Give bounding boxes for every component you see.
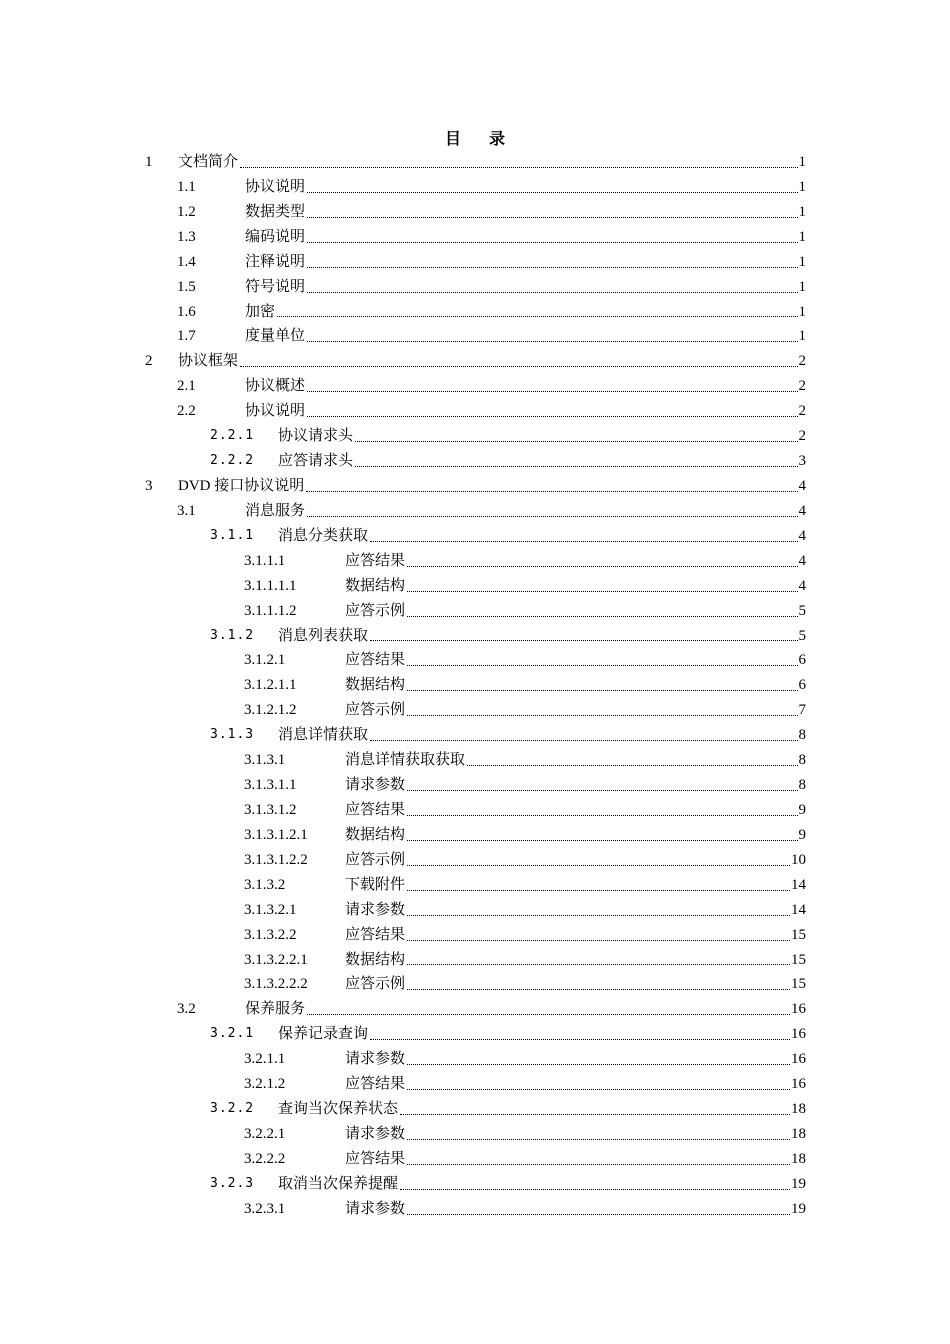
toc-entry-page: 16 [791,1051,806,1068]
dot-leader [407,1138,790,1140]
toc-entry-number: 3 [145,477,153,494]
toc-entry-page: 4 [798,502,806,519]
toc-entry[interactable] [0,275,950,300]
toc-entry[interactable] [0,848,950,873]
toc-entry[interactable] [0,449,950,474]
toc-entry-number: 3.2.2.1 [244,1125,286,1142]
toc-entry-page: 4 [798,577,806,594]
toc-entry-title: 协议框架 [178,353,239,370]
dot-leader [307,291,797,293]
toc-entry-title: 数据类型 [245,203,306,220]
toc-entry[interactable] [0,773,950,798]
toc-entry-page: 5 [798,602,806,619]
toc-entry[interactable] [0,748,950,773]
toc-entry[interactable] [0,798,950,823]
dot-leader [407,889,790,891]
toc-entry-title: 请求参数 [345,1200,406,1217]
toc-entry-title: 应答示例 [345,602,406,619]
toc-entry[interactable] [0,1047,950,1072]
toc-entry-number: 3.1.3.2 [244,876,286,893]
dot-leader [307,266,797,268]
toc-entry-number: 1.3 [177,228,196,245]
toc-entry[interactable] [0,698,950,723]
toc-entry[interactable] [0,324,950,349]
toc-entry-page: 4 [798,477,806,494]
toc-entry-page: 1 [798,328,806,345]
dot-leader [407,1063,790,1065]
dot-leader [370,639,797,641]
toc-entry-page: 1 [798,203,806,220]
toc-entry-title: 应答结果 [345,552,406,569]
toc-entry-number: 3.1.2 [210,627,255,643]
toc-entry-title: 消息分类获取 [278,527,369,544]
toc-entry-title: 加密 [245,303,276,320]
toc-entry-title: 数据结构 [345,577,406,594]
toc-entry-page: 16 [791,1026,806,1043]
toc-title: 目 录 [444,131,517,148]
toc-entry-number: 3.1.2.1 [244,652,286,669]
toc-entry-page: 14 [791,901,806,918]
dot-leader [370,1038,790,1040]
toc-entry-page: 19 [791,1200,806,1217]
toc-entry-page: 15 [791,976,806,993]
toc-entry-number: 3.1.1 [210,527,255,543]
toc-entry-title: 应答结果 [345,801,406,818]
toc-entry[interactable] [0,349,950,374]
toc-entry-page: 1 [798,154,806,170]
toc-entry-number: 3.1.3.1.2 [244,801,297,818]
dot-leader [407,664,797,666]
dot-leader [407,789,797,791]
toc-entry-title: 协议说明 [245,403,306,420]
toc-entry[interactable] [0,549,950,574]
dot-leader [407,864,790,866]
toc-entry-number: 3.1 [177,502,196,519]
toc-entry-number: 3.1.3.1.2.2 [244,851,308,868]
toc-entry-number: 3.2.2 [210,1101,255,1117]
dot-leader [407,1088,790,1090]
dot-leader [407,839,797,841]
dot-leader [407,565,797,567]
toc-entry-page: 8 [798,752,806,769]
toc-entry-title: 符号说明 [245,278,306,295]
toc-entry-number: 3.1.3.2.2.2 [244,976,308,993]
toc-entry-page: 16 [791,1076,806,1093]
toc-entry-number: 2.2.1 [210,428,255,444]
toc-entry[interactable] [0,524,950,549]
toc-entry[interactable] [0,175,950,200]
toc-entry[interactable] [0,300,950,325]
toc-entry-number: 1.6 [177,303,196,320]
toc-entry-title: 数据结构 [345,951,406,968]
toc-entry-page: 1 [798,278,806,295]
toc-entry-number: 1.2 [177,203,196,220]
toc-entry-page: 18 [791,1125,806,1142]
toc-entry[interactable] [0,1197,950,1222]
toc-entry-number: 1.5 [177,278,196,295]
toc-entry-number: 3.2.3 [210,1175,255,1191]
toc-entry-number: 1.1 [177,178,196,195]
toc-entry-title: 应答结果 [345,926,406,943]
dot-leader [407,939,790,941]
toc-entry-title: 应答结果 [345,652,406,669]
toc-entry[interactable] [0,948,950,973]
toc-entry-title: 协议说明 [245,178,306,195]
toc-entry[interactable] [0,474,950,499]
toc-entry-title: 请求参数 [345,1125,406,1142]
toc-entry-title: 取消当次保养提醒 [278,1175,399,1192]
toc-entry-page: 1 [798,253,806,270]
toc-entry[interactable] [0,1022,950,1047]
dot-leader [407,714,797,716]
toc-entry[interactable] [0,673,950,698]
toc-entry-number: 3.2.3.1 [244,1200,286,1217]
toc-entry-title: 应答结果 [345,1150,406,1167]
toc-entry-page: 14 [791,876,806,893]
toc-entry[interactable] [0,898,950,923]
toc-entry-page: 8 [798,727,806,744]
toc-entry-number: 1.4 [177,253,196,270]
toc-entry-title: 保养记录查询 [278,1026,369,1043]
dot-leader [307,390,797,392]
toc-entry-title: 注释说明 [245,253,306,270]
dot-leader [277,315,797,317]
toc-entry-page: 1 [798,228,806,245]
toc-entry[interactable] [0,1147,950,1172]
toc-entry-page: 15 [791,951,806,968]
toc-entry-title: 编码说明 [245,228,306,245]
toc-entry-number: 1 [145,154,153,170]
dot-leader [307,241,797,243]
toc-entry-title: 下载附件 [345,876,406,893]
toc-entry-title: 消息详情获取获取 [345,752,466,769]
toc-entry-number: 3.1.3.1 [244,752,286,769]
dot-leader [400,1113,790,1115]
dot-leader [370,739,797,741]
toc-entry-title: 保养服务 [245,1001,306,1018]
toc-entry[interactable] [0,250,950,275]
toc-entry-title: 协议请求头 [278,428,354,445]
toc-entry-page: 5 [798,627,806,644]
toc-entry-number: 1.7 [177,328,196,345]
toc-entry[interactable] [0,399,950,424]
toc-entry[interactable] [0,648,950,673]
toc-entry-page: 10 [791,851,806,868]
toc-entry-page: 6 [798,652,806,669]
toc-entry-title: 请求参数 [345,901,406,918]
toc-entry-number: 2.2.2 [210,453,255,469]
dot-leader [240,166,797,168]
toc-entry-number: 3.1.3.2.2.1 [244,951,308,968]
toc-entry[interactable] [0,624,950,649]
toc-entry-title: 消息列表获取 [278,627,369,644]
dot-leader [407,1213,790,1215]
toc-entry-title: 应答结果 [345,1076,406,1093]
dot-leader [407,914,790,916]
toc-entry-title: 协议概述 [245,378,306,395]
toc-entry[interactable] [0,997,950,1022]
dot-leader [407,615,797,617]
toc-entry-page: 9 [798,826,806,843]
toc-entry-page: 8 [798,777,806,794]
toc-entry-page: 2 [798,403,806,420]
toc-entry-title: 请求参数 [345,777,406,794]
toc-entry-number: 3.2.2.2 [244,1150,286,1167]
toc-entry-number: 3.1.3.2.2 [244,926,297,943]
toc-entry-number: 3.2 [177,1001,196,1018]
toc-entry-title: 查询当次保养状态 [278,1101,399,1118]
dot-leader [467,764,797,766]
dot-leader [370,540,797,542]
toc-entry-page: 15 [791,926,806,943]
dot-leader [407,590,797,592]
toc-entry-number: 3.1.2.1.1 [244,677,297,694]
toc-entry[interactable] [0,424,950,449]
toc-entry-page: 1 [798,178,806,195]
toc-entry-title: 文档简介 [178,154,239,170]
toc-entry-page: 4 [798,552,806,569]
toc-entry-title: 应答示例 [345,976,406,993]
toc-entry-title: DVD 接口协议说明 [178,477,305,494]
toc-entry[interactable] [0,923,950,948]
dot-leader [307,515,797,517]
dot-leader [307,191,797,193]
dot-leader [400,1188,790,1190]
table-of-contents [0,150,950,1222]
toc-entry-page: 4 [798,527,806,544]
toc-entry[interactable] [0,200,950,225]
dot-leader [355,465,797,467]
toc-entry[interactable] [0,723,950,748]
toc-entry-number: 3.2.1 [210,1026,255,1042]
toc-entry-number: 2.1 [177,378,196,395]
dot-leader [407,988,790,990]
toc-entry[interactable] [0,1097,950,1122]
toc-entry-page: 19 [791,1175,806,1192]
toc-entry-number: 3.1.3.1.1 [244,777,297,794]
toc-entry-page: 3 [798,453,806,470]
toc-entry-page: 6 [798,677,806,694]
toc-entry-page: 9 [798,801,806,818]
toc-entry[interactable] [0,225,950,250]
toc-entry-page: 7 [798,702,806,719]
toc-entry-title: 应答示例 [345,702,406,719]
toc-entry-page: 18 [791,1101,806,1118]
toc-entry-number: 3.1.3.1.2.1 [244,826,308,843]
toc-entry-title: 消息详情获取 [278,727,369,744]
toc-entry-page: 18 [791,1150,806,1167]
toc-entry[interactable] [0,574,950,599]
toc-entry-title: 度量单位 [245,328,306,345]
toc-entry[interactable] [0,1172,950,1197]
toc-entry-number: 2 [145,353,153,370]
dot-leader [306,490,797,492]
toc-entry-number: 3.2.1.1 [244,1051,286,1068]
toc-entry[interactable] [0,1072,950,1097]
toc-entry-page: 2 [798,428,806,445]
dot-leader [407,963,790,965]
dot-leader [240,365,797,367]
toc-entry-title: 应答请求头 [278,453,354,470]
dot-leader [307,340,797,342]
toc-entry-page: 16 [791,1001,806,1018]
toc-entry-number: 3.1.2.1.2 [244,702,297,719]
toc-entry-page: 2 [798,353,806,370]
toc-entry[interactable] [0,823,950,848]
toc-entry-number: 3.1.3 [210,727,255,743]
dot-leader [407,689,797,691]
toc-entry-number: 2.2 [177,403,196,420]
toc-entry[interactable] [0,499,950,524]
toc-entry-page: 1 [798,303,806,320]
toc-entry[interactable] [0,150,950,175]
toc-entry[interactable] [0,1122,950,1147]
dot-leader [307,216,797,218]
toc-entry-title: 消息服务 [245,502,306,519]
toc-entry-number: 3.1.1.1 [244,552,286,569]
toc-entry-number: 3.1.1.1.2 [244,602,297,619]
toc-entry-title: 数据结构 [345,826,406,843]
toc-entry[interactable] [0,972,950,997]
toc-entry[interactable] [0,599,950,624]
toc-entry-number: 3.1.1.1.1 [244,577,297,594]
dot-leader [355,440,797,442]
toc-entry-title: 数据结构 [345,677,406,694]
dot-leader [407,814,797,816]
toc-entry[interactable] [0,873,950,898]
toc-entry-number: 3.2.1.2 [244,1076,286,1093]
toc-entry-title: 应答示例 [345,851,406,868]
toc-entry-title: 请求参数 [345,1051,406,1068]
dot-leader [307,1013,790,1015]
toc-entry-number: 3.1.3.2.1 [244,901,297,918]
toc-entry[interactable] [0,374,950,399]
toc-entry-page: 2 [798,378,806,395]
dot-leader [407,1163,790,1165]
dot-leader [307,415,797,417]
